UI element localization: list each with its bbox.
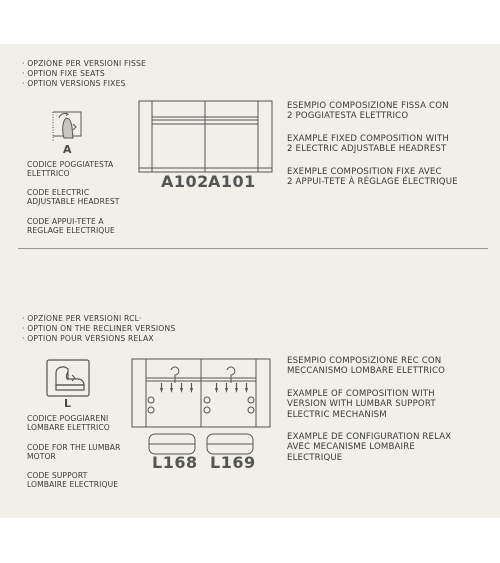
fixed-icon-letter: A: [63, 143, 72, 156]
rcl-module-label-2: L169: [210, 453, 256, 472]
rcl-desc-fr: EXAMPLE DE CONFIGURATION RELAX AVEC MECANISME LOMBAIRE ELECTRIQUE: [287, 432, 452, 463]
rcl-desc-it: ESEMPIO COMPOSIZIONE REC CON MECCANISMO LOMBARE ELETTRICO: [287, 356, 446, 377]
fixed-desc-en: EXAMPLE FIXED COMPOSITION WITH 2 ELECTRIC ADJUSTABLE HEADREST: [287, 134, 449, 155]
fixed-desc-it: ESEMPIO COMPOSIZIONE FISSA CON 2 POGGIATESTA ELETTRICO: [287, 101, 449, 122]
fixed-code-it: CODICE POGGIATESTA ELETTRICO: [27, 160, 114, 179]
fixed-sofa-diagram: [138, 100, 273, 178]
rcl-option-it: · OPZIONE PER VERSIONI RCL·: [22, 314, 142, 323]
rcl-desc-en: EXAMPLE OF COMPOSITION WITH VERSION WITH LUMBAR SUPPORT ELECTRIC MECHANISM: [287, 389, 436, 420]
fixed-module-label-1: A102: [161, 172, 209, 191]
fixed-option-en: · OPTION FIXE SEATS: [22, 69, 105, 78]
rcl-icon-letter: L: [64, 397, 72, 410]
fixed-option-fr: · OPTION VERSIONS FIXES: [22, 79, 126, 88]
electric-headrest-icon: [47, 108, 87, 144]
fixed-option-it: · OPZIONE PER VERSIONI FISSE: [22, 59, 147, 68]
fixed-code-en: CODE ELECTRIC ADJUSTABLE HEADREST: [27, 188, 120, 207]
rcl-code-it: CODICE POGGIARENI LOMBARE ELETTRICO: [27, 414, 110, 433]
rcl-option-en: · OPTION ON THE RECLINER VERSIONS: [22, 324, 176, 333]
lumbar-motor-icon: [46, 359, 90, 399]
rcl-option-fr: · OPTION POUR VERSIONS RELAX: [22, 334, 154, 343]
rcl-module-label-1: L168: [152, 453, 198, 472]
section-divider: [18, 248, 488, 249]
rcl-code-en: CODE FOR THE LUMBAR MOTOR: [27, 443, 121, 462]
rcl-code-fr: CODE SUPPORT LOMBAIRE ELECTRIQUE: [27, 471, 119, 490]
fixed-desc-fr: EXEMPLE COMPOSITION FIXE AVEC 2 APPUI-TETE À RÉGLAGE ÉLECTRIQUE: [287, 167, 458, 188]
recliner-sofa-diagram: [131, 358, 271, 458]
fixed-module-label-2: A101: [208, 172, 256, 191]
fixed-code-fr: CODE APPUI-TETE A REGLAGE ELECTRIQUE: [27, 217, 115, 236]
